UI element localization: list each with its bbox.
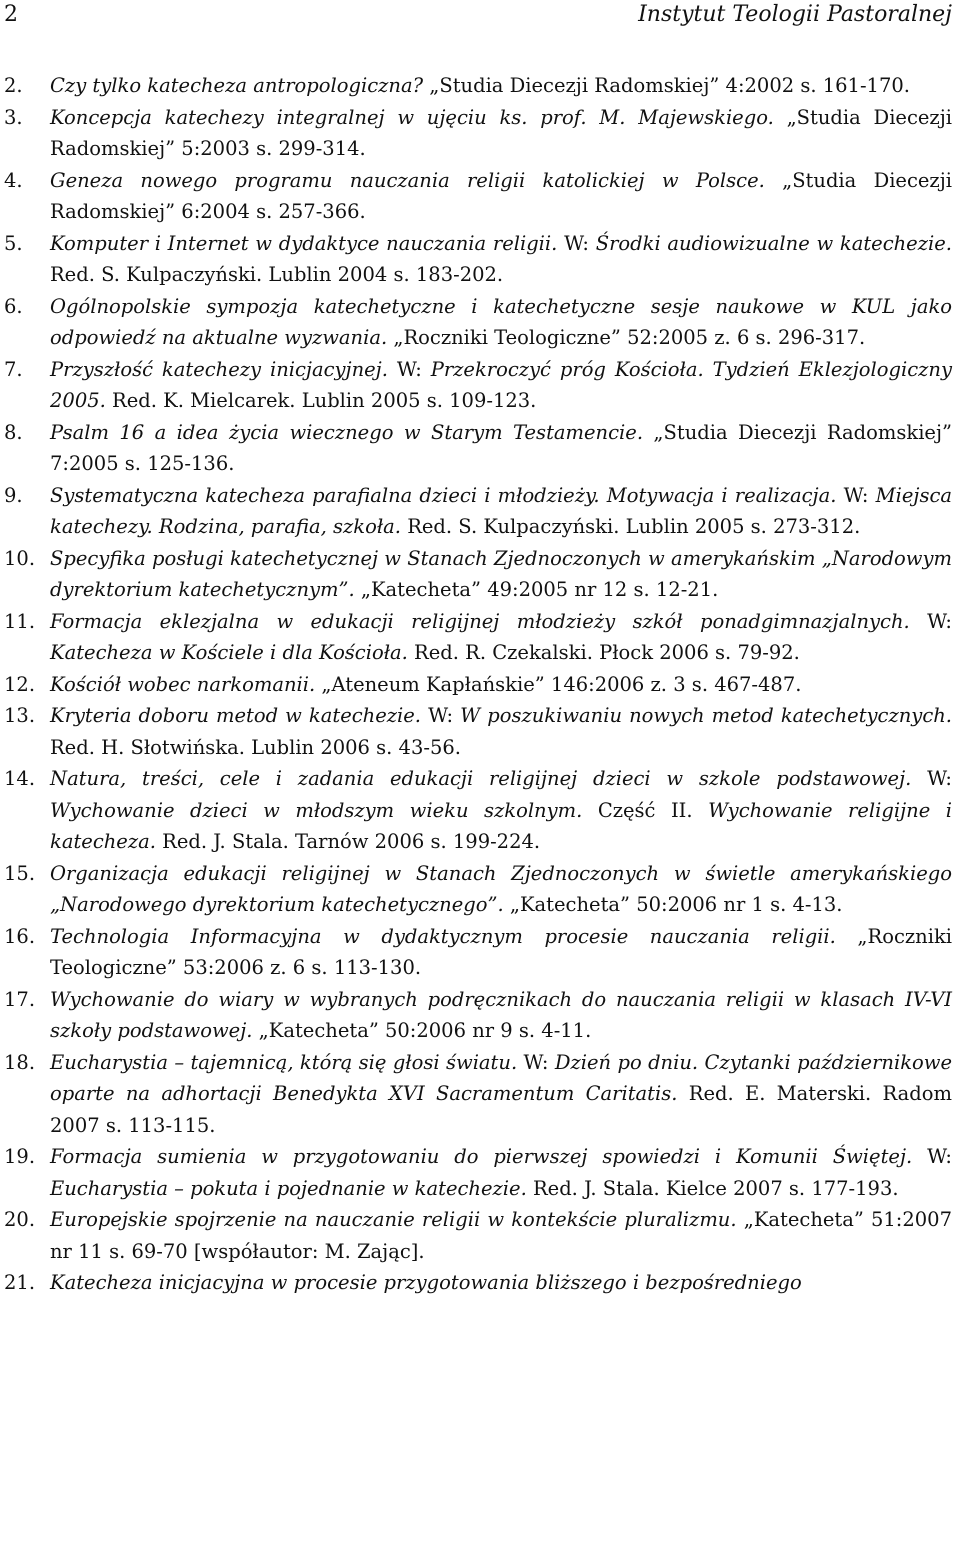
entry-number: 7. [4, 357, 23, 381]
entry-title-text: Wychowanie do wiary w wybranych podręcznikach do nauczania religii w klasach IV-VI szkoły podstawowej. [50, 987, 952, 1042]
entry-citation-text: „Roczniki Teologiczne” 53:2006 z. 6 s. 113-130. [50, 924, 952, 979]
entry-title-text: Organizacja edukacji religijnej w Stanach Zjednoczonych w świetle amerykańskiego „Narodowego dyrektorium katechetycznego”. [50, 861, 952, 916]
entry-title-text: Katecheza inicjacyjna w procesie przygotowania bliższego i bezpośredniego [50, 1271, 802, 1294]
bibliography-entry [4, 1204, 952, 1267]
entry-title-text: W poszukiwaniu nowych metod katechetycznych. [460, 704, 952, 727]
entry-title-text: Ogólnopolskie sympozja katechetyczne i katechetyczne sesje naukowe w KUL jako odpowiedź na aktualne wyzwania. [50, 294, 952, 349]
entry-number: 17. [4, 987, 36, 1011]
entry-title-text: Komputer i Internet w dydaktyce nauczania religii. [50, 231, 558, 255]
entry-citation-text: „Studia Diecezji Radomskiej” 5:2003 s. 299-314. [50, 105, 952, 160]
entry-title-text: Specyfika posługi katechetycznej w Stanach Zjednoczonych w amerykańskim „Narodowym dyrektorium katechetycznym”. [50, 546, 952, 601]
entry-title-text: Wychowanie religijne i katecheza. [50, 798, 952, 853]
entry-number: 14. [4, 767, 36, 790]
bibliography-list [4, 70, 952, 1299]
entry-number: 19. [4, 1145, 36, 1168]
entry-number: 20. [4, 1208, 36, 1231]
entry-citation-text: Red. E. Materski. Radom 2007 s. 113-115. [50, 1082, 952, 1137]
entry-number: 4. [4, 168, 23, 192]
bibliography-entry [4, 1141, 952, 1204]
bibliography-entry [4, 480, 952, 543]
bibliography-entry [4, 1267, 952, 1299]
entry-title-text: Koncepcja katechezy integralnej w ujęciu ks. prof. M. Majewskiego. [50, 105, 774, 129]
entry-citation-text: „Katecheta” 49:2005 nr 12 s. 12-21. [354, 578, 719, 601]
entry-title-text: Natura, treści, cele i zadania edukacji religijnej dzieci w szkole podstawowej. [50, 767, 912, 790]
bibliography-entry [4, 354, 952, 417]
bibliography-entry [4, 921, 952, 984]
entry-citation-text: W: [836, 483, 876, 507]
entry-number: 11. [4, 609, 36, 633]
entry-title-text: Miejsca katechezy. Rodzina, parafia, szkoła. [50, 483, 952, 538]
entry-number: 2. [4, 74, 23, 97]
entry-citation-text: Red. H. Słotwińska. Lublin 2006 s. 43-56. [50, 735, 461, 759]
entry-title-text: Formacja sumienia w przygotowaniu do pierwszej spowiedzi i Komunii Świętej. [50, 1145, 913, 1168]
entry-citation-text: W: [421, 704, 461, 727]
entry-citation-text: W: [517, 1050, 555, 1074]
entry-number: 21. [4, 1271, 36, 1294]
entry-citation-text: W: [387, 357, 431, 381]
entry-title-text: Czy tylko katecheza antropologiczna? [50, 74, 424, 97]
bibliography-entry [4, 102, 952, 165]
entry-citation-text: Red. J. Stala. Tarnów 2006 s. 199-224. [155, 830, 541, 853]
bibliography-entry [4, 984, 952, 1047]
entry-title-text: Eucharystia – pokuta i pojednanie w katechezie. [50, 1176, 527, 1200]
entry-title-text: Technologia Informacyjna w dydaktycznym procesie nauczania religii. [50, 924, 836, 948]
entry-citation-text: W: [557, 231, 596, 255]
bibliography-entry [4, 700, 952, 763]
running-head: Instytut Teologii Pastoralnej [638, 2, 952, 27]
entry-title-text: Psalm 16 a idea życia wiecznego w Starym Testamencie. [50, 420, 644, 444]
entry-citation-text: Red. K. Mielcarek. Lublin 2005 s. 109-123. [105, 389, 537, 412]
entry-number: 9. [4, 483, 23, 507]
page-number: 2 [4, 2, 18, 27]
entry-title-text: Kościół wobec narkomanii. [50, 672, 316, 696]
bibliography-entry [4, 543, 952, 606]
entry-number: 6. [4, 294, 23, 318]
entry-citation-text: W: [912, 1145, 952, 1168]
entry-number: 8. [4, 420, 23, 444]
entry-title-text: Przyszłość katechezy inicjacyjnej. [50, 357, 388, 381]
bibliography-entry [4, 70, 952, 102]
bibliography-entry [4, 417, 952, 480]
entry-citation-text: „Katecheta” 50:2006 nr 9 s. 4-11. [252, 1019, 592, 1042]
entry-title-text: Wychowanie dzieci w młodszym wieku szkolnym. [50, 798, 583, 822]
bibliography-entry [4, 165, 952, 228]
entry-title-text: Geneza nowego programu nauczania religii katolickiej w Polsce. [50, 168, 765, 192]
entry-citation-text: W: [911, 767, 952, 790]
entry-number: 10. [4, 546, 36, 570]
entry-citation-text: „Ateneum Kapłańskie” 146:2006 z. 3 s. 467-487. [315, 672, 802, 696]
entry-number: 18. [4, 1050, 36, 1074]
entry-title-text: Formacja eklezjalna w edukacji religijnej młodzieży szkół ponadgimnazjalnych. [50, 609, 910, 633]
entry-title-text: Środki audiowizualne w katechezie. [595, 231, 952, 255]
entry-title-text: Europejskie spojrzenie na nauczanie religii w kontekście pluralizmu. [50, 1208, 737, 1231]
entry-number: 12. [4, 672, 36, 696]
entry-citation-text: Red. R. Czekalski. Płock 2006 s. 79-92. [407, 641, 800, 664]
entry-citation-text: Red. S. Kulpaczyński. Lublin 2004 s. 183-202. [50, 263, 504, 286]
entry-citation-text: „Katecheta” 51:2007 nr 11 s. 69-70 [współautor: M. Zając]. [50, 1208, 952, 1263]
entry-title-text: Przekroczyć próg Kościoła. Tydzień Eklezjologiczny 2005. [50, 357, 952, 412]
bibliography-entry [4, 669, 952, 701]
entry-title-text: Systematyczna katecheza parafialna dzieci i młodzieży. Motywacja i realizacja. [50, 483, 837, 507]
entry-number: 5. [4, 231, 23, 255]
bibliography-entry [4, 858, 952, 921]
entry-citation-text: „Roczniki Teologiczne” 52:2005 z. 6 s. 296-317. [387, 326, 866, 349]
entry-title-text: Dzień po dniu. Czytanki październikowe oparte na adhortacji Benedykta XVI Sacramentum Caritatis. [50, 1050, 952, 1105]
entry-citation-text: „Katecheta” 50:2006 nr 1 s. 4-13. [503, 893, 843, 916]
entry-number: 16. [4, 924, 36, 948]
bibliography-entry [4, 291, 952, 354]
bibliography-entry [4, 763, 952, 858]
bibliography-entry [4, 606, 952, 669]
bibliography-entry [4, 228, 952, 291]
entry-citation-text: „Studia Diecezji Radomskiej” 6:2004 s. 257-366. [50, 168, 952, 223]
entry-citation-text: „Studia Diecezji Radomskiej” 4:2002 s. 161-170. [423, 74, 910, 97]
entry-citation-text: Red. S. Kulpaczyński. Lublin 2005 s. 273-312. [401, 515, 861, 538]
entry-number: 3. [4, 105, 23, 129]
entry-citation-text: Część II. [582, 798, 709, 822]
entry-number: 15. [4, 861, 36, 885]
entry-citation-text: W: [909, 609, 953, 633]
bibliography-entry [4, 1047, 952, 1142]
entry-citation-text: Red. J. Stala. Kielce 2007 s. 177-193. [526, 1176, 899, 1200]
page-header [0, 0, 952, 36]
entry-number: 13. [4, 704, 36, 727]
entry-citation-text: „Studia Diecezji Radomskiej” 7:2005 s. 125-136. [50, 420, 952, 475]
entry-title-text: Kryteria doboru metod w katechezie. [50, 704, 422, 727]
entry-title-text: Eucharystia – tajemnicą, którą się głosi światu. [50, 1050, 518, 1074]
entry-title-text: Katecheza w Kościele i dla Kościoła. [50, 641, 408, 664]
